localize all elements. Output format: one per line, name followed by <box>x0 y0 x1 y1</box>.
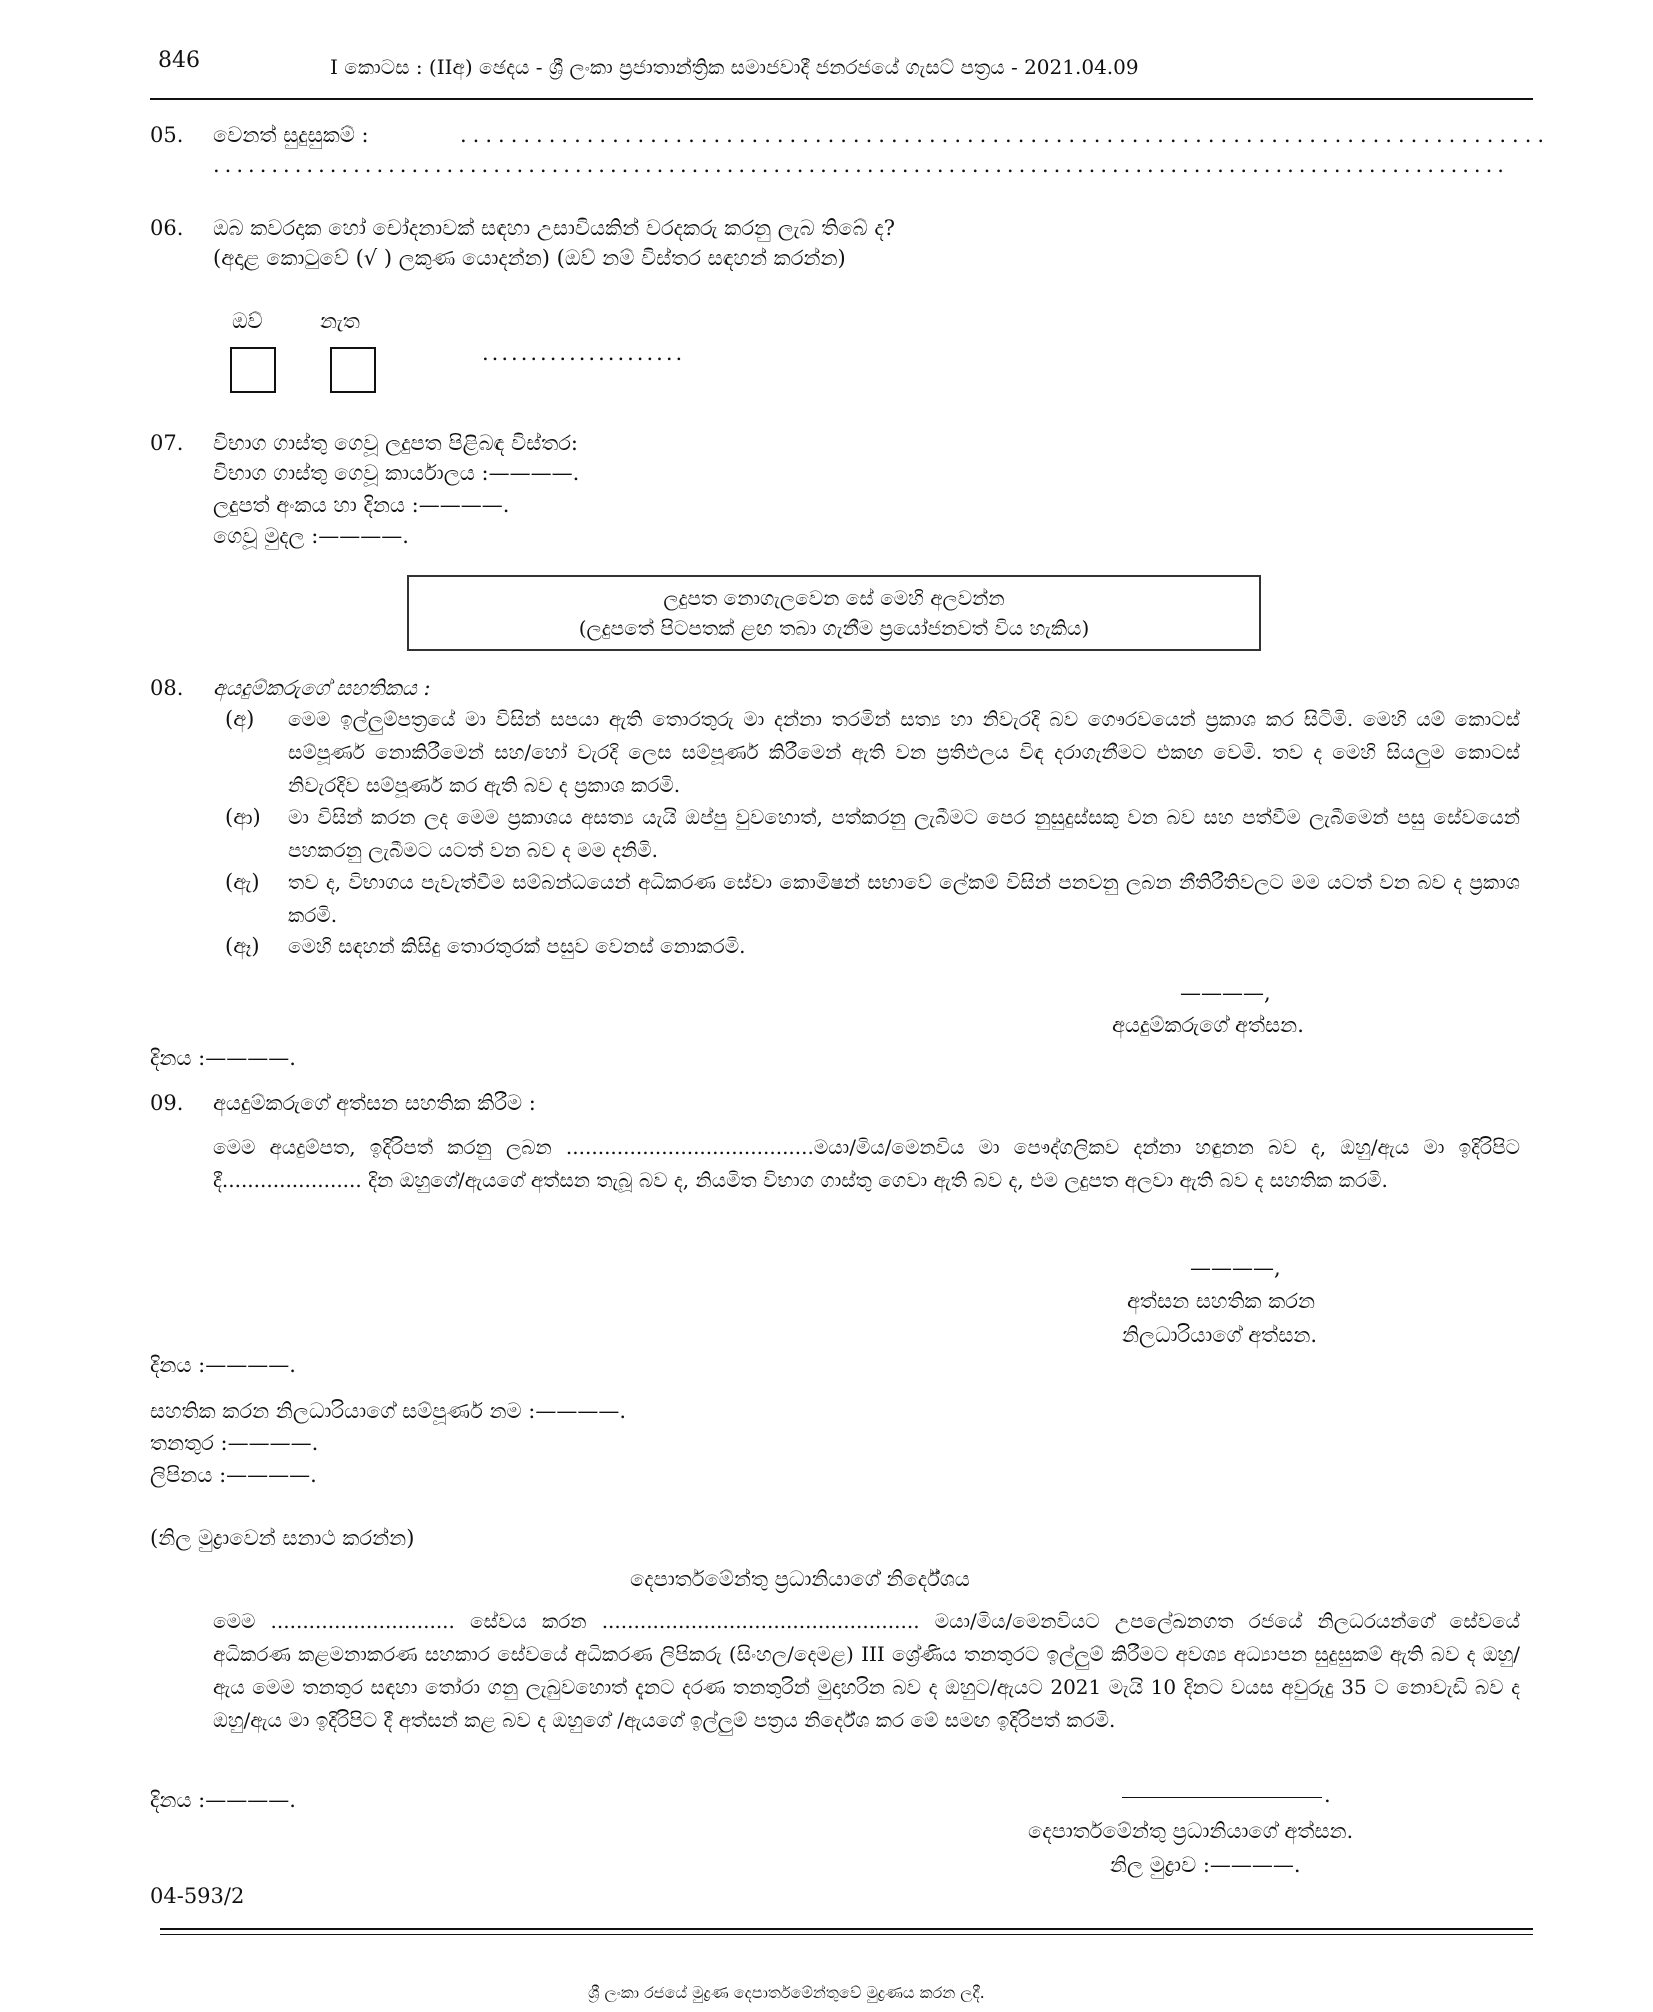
section-05-label: වෙනත් සුදුසුකම් : <box>213 123 369 147</box>
certifier-position-field: තනතුර :————. <box>150 1431 319 1455</box>
item-c-mark: (ඇ) <box>225 870 260 894</box>
section-05-dots-1: ...................................................................................... <box>460 123 1551 147</box>
footer-rule-top <box>160 1928 1533 1930</box>
page-title: I කොටස : (IIඅ) ඡෙදය - ශ්‍රී ලංකා ප්‍රජාතාන්ත්‍රික සමාජවාදී ජනරජයේ ගැසට් පත්‍රය - 2021.04.09 <box>330 55 1139 79</box>
yes-label: ඔව් <box>232 309 263 333</box>
item-b-mark: (ආ) <box>225 805 261 829</box>
item-d-text: මෙහි සඳහන් කිසිදු තොරතුරක් පසුව වෙනස් නොකරමි. <box>288 934 746 958</box>
item-a-mark: (අ) <box>225 707 255 731</box>
no-label: නැත <box>320 309 360 333</box>
recommendation-title: දෙපාර්තමේන්තු ප්‍රධානියාගේ නිර්දේශය <box>630 1567 970 1591</box>
details-dots: ..................... <box>482 341 686 365</box>
section-06-instruction: (අදාළ කොටුවේ (√ ) ලකුණ යොදන්න) (ඔව් නම් විස්තර සඳහන් කරන්න) <box>213 246 846 270</box>
certifier-address-field: ලිපිනය :————. <box>150 1463 317 1487</box>
amount-paid-field: ගෙවූ මුදල :————. <box>213 524 409 548</box>
section-09-number: 09. <box>150 1091 184 1115</box>
fee-office-field: විභාග ගාස්තු ගෙවූ කාර්යාලය :————. <box>213 461 580 485</box>
section-05-dots-2: ............................................................................................................... <box>213 153 1509 177</box>
applicant-signature-label: අයදුම්කරුගේ අත්සන. <box>1112 1013 1304 1037</box>
section-07-title: විභාග ගාස්තු ගෙවූ ලදුපත පිළිබඳ විස්තර: <box>213 431 579 455</box>
reference-code: 04-593/2 <box>150 1884 245 1908</box>
section-09-date: දිනය :————. <box>150 1353 296 1377</box>
no-checkbox[interactable] <box>330 347 376 393</box>
official-seal-field: නිල මුද්‍රාව :————. <box>1110 1853 1301 1877</box>
certifier-full-name-field: සහතික කරන නිලධාරියාගේ සම්පූර්ණ නම :————. <box>150 1399 627 1423</box>
seal-note: (නිල මුද්‍රාවෙන් සනාථ කරන්න) <box>150 1526 415 1550</box>
recommendation-date: දිනය :————. <box>150 1788 296 1812</box>
receipt-number-field: ලදුපත් අංකය හා දිනය :————. <box>213 493 510 517</box>
section-07-number: 07. <box>150 431 184 455</box>
printer-footer: ශ්‍රී ලංකා රජයේ මුද්‍රණ දෙපාර්තමේන්තුවේ මුද්‍රණය කරන ලදී. <box>588 1983 985 2002</box>
section-08-number: 08. <box>150 676 184 700</box>
section-08-title: අයදුම්කරුගේ සහතිකය : <box>213 676 431 700</box>
receipt-paste-box <box>407 575 1261 651</box>
recommendation-paragraph: මෙම ............................. සේවය කරන .................................................. මයා/මිය/මෙනවියට උපලේඛනගත රජයේ නිලධරයන්ගේ සේවයේ අධිකරණ කළමනාකරණ සහකාර සේවයේ අධිකරණ ලිපිකරු (සිංහල/දෙමළ) III ශ්‍රේණිය තනතුරට ඉල්ලුම් කිරීමට අවශ්‍ය අධ්‍යාපන සුදුසුකම් ඇති බව ද ඔහු/ඇය මෙම තනතුර සඳහා තෝරා ගනු ලැබුවහොත් දැනට දරණ තනතුරින් මුදාහරින බව ද ඔහුට/ඇයට 2021 මැයි 10 දිනට වයස අවුරුදු 35 ට නොවැඩි බව ද ඔහු/ඇය මා ඉදිරිපිට දී අත්සන් කළ බව ද ඔහුගේ /ඇයගේ ඉල්ලුම් පත්‍රය නිර්දේශ කර මේ සමඟ ඉදිරිපත් කරමි. <box>213 1609 1520 1732</box>
receipt-box-line-2: (ලදුපතේ පිටපතක් ළඟ තබා ගැනීම ප්‍රයෝජනවත් විය හැකිය) <box>578 616 1090 640</box>
section-06-question: ඔබ කවරදාක හෝ චෝදනාවක් සඳහා උසාවියකින් වරදකරු කරනු ලැබ තිබේ ද? <box>213 216 895 240</box>
certifier-signature-label-1: අත්සන සහතික කරන <box>1127 1289 1316 1313</box>
certifier-signature-label-2: නිලධාරියාගේ අත්සන. <box>1122 1323 1318 1347</box>
section-09-paragraph: මෙම අයදුම්පත, ඉදිරිපත් කරනු ලබන .......................................මයා/මිය/මෙනවිය මා පෞද්ගලිකව දන්නා හඳුනන බව ද, ඔහු/ඇය මා ඉදිරිපිට දී...................... දින ඔහුගේ/ඇයගේ අත්සන තැබූ බව ද, නියමිත විභාග ගාස්තු ගෙවා ඇති බව ද, එම ලදුපත අලවා ඇති බව ද සහතික කරමි. <box>213 1135 1520 1192</box>
receipt-box-line-1: ලදුපත නොගැලවෙන සේ මෙහි අලවන්න <box>663 586 1005 610</box>
item-c-text: තව ද, විභාගය පැවැත්වීම සම්බන්ධයෙන් අධිකරණ සේවා කොමිෂන් සභාවේ ලේකම් විසින් පනවනු ලබන නීතිරීතිවලට මම යටත් වන බව ද ප්‍රකාශ කරමි. <box>288 870 1520 927</box>
footer-rule-bottom <box>160 1934 1533 1935</box>
page-number: 846 <box>158 48 200 73</box>
head-signature-line: . <box>1324 1783 1331 1807</box>
item-b-text: මා විසින් කරන ලද මෙම ප්‍රකාශය අසත්‍ය යැයි ඔප්පු වුවහොත්, පත්කරනු ලැබීමට පෙර නුසුදුස්සකු වන බව සහ පත්වීම ලැබීමෙන් පසු සේවයෙන් පහකරනු ලැබීමට යටත් වන බව ද මම දනිමි. <box>288 805 1520 862</box>
section-05-number: 05. <box>150 123 184 147</box>
certifier-signature-line: ————, <box>1190 1256 1281 1280</box>
applicant-signature-line: ————, <box>1180 981 1271 1005</box>
head-signature-label: දෙපාර්තමේන්තු ප්‍රධානියාගේ අත්සන. <box>1028 1819 1354 1843</box>
section-09-title: අයදුම්කරුගේ අත්සන සහතික කිරීම : <box>213 1091 536 1115</box>
section-08-date: දිනය :————. <box>150 1046 296 1070</box>
header-rule <box>150 98 1533 100</box>
item-d-mark: (ඈ) <box>225 934 260 958</box>
item-a-text: මෙම ඉල්ලුම්පත්‍රයේ මා විසින් සපයා ඇති තොරතුරු මා දන්නා තරමින් සත්‍ය හා නිවැරදි බව ගෞරවයෙන් ප්‍රකාශ කර සිටිමි. මෙහි යම් කොටස් සම්පූර්ණ නොකිරීමෙන් සහ/හෝ වැරදි ලෙස සම්පූර්ණ කිරීමෙන් ඇති වන ප්‍රතිඵලය විඳ දරාගැනීමට එකඟ වෙමි. තව ද මෙහි සියලුම කොටස් නිවැරදිව සම්පූර්ණ කර ඇති බව ද ප්‍රකාශ කරමි. <box>288 707 1520 797</box>
yes-checkbox[interactable] <box>230 347 276 393</box>
head-signature-rule <box>1122 1797 1322 1798</box>
section-06-number: 06. <box>150 216 184 240</box>
